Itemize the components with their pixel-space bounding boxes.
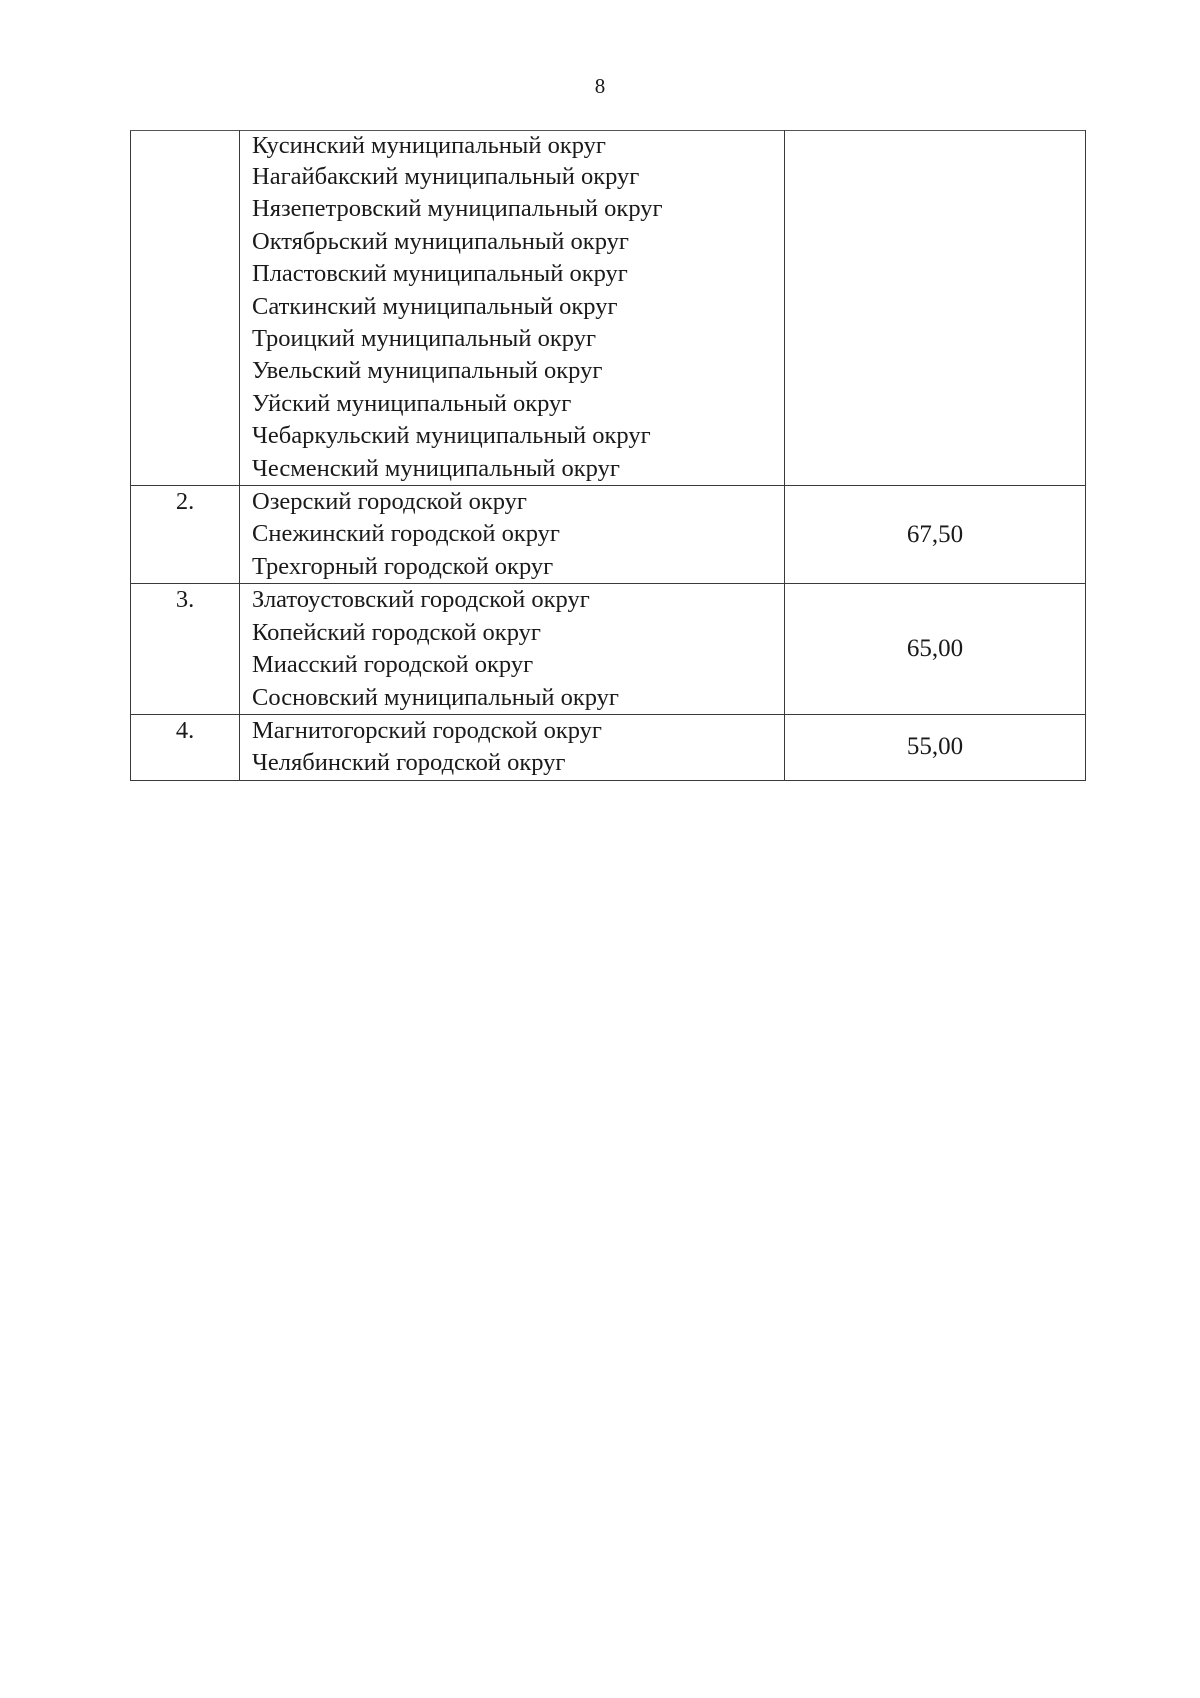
coefficient-value bbox=[785, 131, 1086, 486]
coefficient-value: 65,00 bbox=[785, 584, 1086, 715]
page-number: 8 bbox=[594, 74, 606, 98]
district-name: Увельский муниципальный округ bbox=[252, 357, 603, 385]
district-name: Челябинский городской округ bbox=[252, 749, 566, 777]
district-name: Чебаркульский муниципальный округ bbox=[252, 422, 651, 450]
coefficient-value: 55,00 bbox=[785, 714, 1086, 780]
district-name: Озерский городской округ bbox=[252, 488, 527, 516]
coefficient-value: 67,50 bbox=[785, 486, 1086, 584]
district-list bbox=[240, 584, 785, 715]
district-name: Нагайбакский муниципальный округ bbox=[252, 163, 640, 190]
table-row bbox=[131, 714, 1086, 780]
row-number: 4. bbox=[131, 714, 240, 780]
district-name: Златоустовский городской округ bbox=[252, 586, 590, 614]
table-row bbox=[131, 131, 1086, 486]
district-list bbox=[240, 486, 785, 584]
district-list bbox=[240, 714, 785, 780]
district-name: Сосновский муниципальный округ bbox=[252, 683, 619, 711]
district-name: Копейский городской округ bbox=[252, 618, 541, 646]
district-name: Миасский городской округ bbox=[252, 651, 534, 679]
district-name: Трехгорный городской округ bbox=[252, 552, 554, 580]
district-name: Магнитогорский городской округ bbox=[252, 716, 602, 744]
district-name: Снежинский городской округ bbox=[252, 520, 560, 548]
district-name: Пластовский муниципальный округ bbox=[252, 260, 628, 288]
district-name: Чесменский муниципальный округ bbox=[252, 454, 620, 482]
district-name: Саткинский муниципальный округ bbox=[252, 292, 618, 320]
row-number: 3. bbox=[131, 584, 240, 715]
district-name: Уйский муниципальный округ bbox=[252, 389, 572, 417]
district-list bbox=[240, 131, 785, 486]
districts-table bbox=[130, 130, 1086, 781]
row-number: 2. bbox=[131, 486, 240, 584]
district-name: Нязепетровский муниципальный округ bbox=[252, 195, 663, 223]
row-number bbox=[131, 131, 240, 486]
district-name: Троицкий муниципальный округ bbox=[252, 325, 596, 353]
table-row bbox=[131, 486, 1086, 584]
table-row bbox=[131, 584, 1086, 715]
district-name: Кусинский муниципальный округ bbox=[252, 132, 606, 159]
district-name: Октябрьский муниципальный округ bbox=[252, 227, 629, 255]
